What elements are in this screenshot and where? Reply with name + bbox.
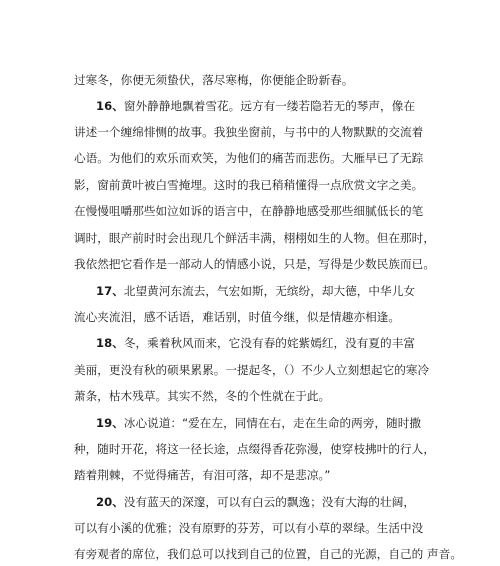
entry-17-line-2: 流心夹流泪，感不话语，难话别，时值今继，似是情趣亦相逢。 [74,310,401,324]
entry-16-line-5: 在慢慢咀嚼那些如泣如诉的语言中，在静静地感受那些细腻低长的笔 [74,204,424,218]
entry-17-line-1 [96,283,415,299]
entry-number: 20、 [96,495,124,509]
entry-16-line-6: 调时，眼产前时时会出现几个鲜活丰满，栩栩如生的人物。但在那时， [74,231,435,245]
entry-text: 北望黄河东流去，气宏如斯，无缤纷，却大德，中华儿女 [123,284,415,298]
entry-16-line-1 [96,98,415,114]
entry-text: 窗外静静地飘着雪花。远方有一缕若隐若无的琴声，像在 [123,99,415,113]
entry-18-line-1 [96,335,415,351]
entry-19-line-3: 踏着荆棘，不觉得痛苦，有泪可落，却不是悲凉。” [74,468,331,482]
entry-20-line-1 [96,494,415,510]
entry-text: 冬，乘着秋风而来，它没有春的姹紫嫣红，没有夏的丰富 [123,336,415,350]
entry-number: 18、 [96,336,124,350]
entry-16-line-4: 影，窗前黄叶被白雪掩埋。这时的我已稍稍懂得一点欣赏文字之美。 [74,178,424,192]
entry-16-line-2: 讲述一个缠绵悱恻的故事。我独坐窗前，与书中的人物默默的交流着 [74,125,424,139]
intro-line: 过寒冬，你便无须蛰伏，落尽寒梅，你便能企盼新春。 [74,73,354,87]
entry-number: 16、 [96,99,124,113]
entry-19-line-1 [96,415,421,431]
entry-number: 17、 [96,284,124,298]
entry-number: 19、 [96,416,124,430]
entry-text: 没有蓝天的深邃，可以有白云的飘逸；没有大海的壮阔， [123,495,415,509]
entry-16-line-3: 心语。为他们的欢乐而欢笑，为他们的痛苦而悲伤。大雁早已了无踪 [74,151,424,165]
entry-text: 冰心说道：“爱在左，同情在右，走在生命的两旁，随时撒 [123,416,422,430]
entry-18-line-2: 美丽，更没有秋的硕果累累。一提起冬，（）不少人立刻想起它的寒冷 [74,363,430,377]
entry-19-line-2: 种，随时开花，将这一径长途，点缀得香花弥漫，使穿枝拂叶的行人， [74,442,435,456]
entry-20-line-2: 可以有小溪的优雅；没有原野的芬芳，可以有小草的翠绿。生活中没 [74,521,424,535]
entry-18-line-3: 萧条，枯木残草。其实不然，冬的个性就在于此。 [74,389,331,403]
entry-20-line-3: 有旁观者的席位，我们总可以找到自己的位置，自己的光源，自己的 声音。 [74,547,462,561]
entry-16-line-7: 我依然把它看作是一部动人的情感小说，只是，写得是少数民族而已。 [74,257,435,271]
